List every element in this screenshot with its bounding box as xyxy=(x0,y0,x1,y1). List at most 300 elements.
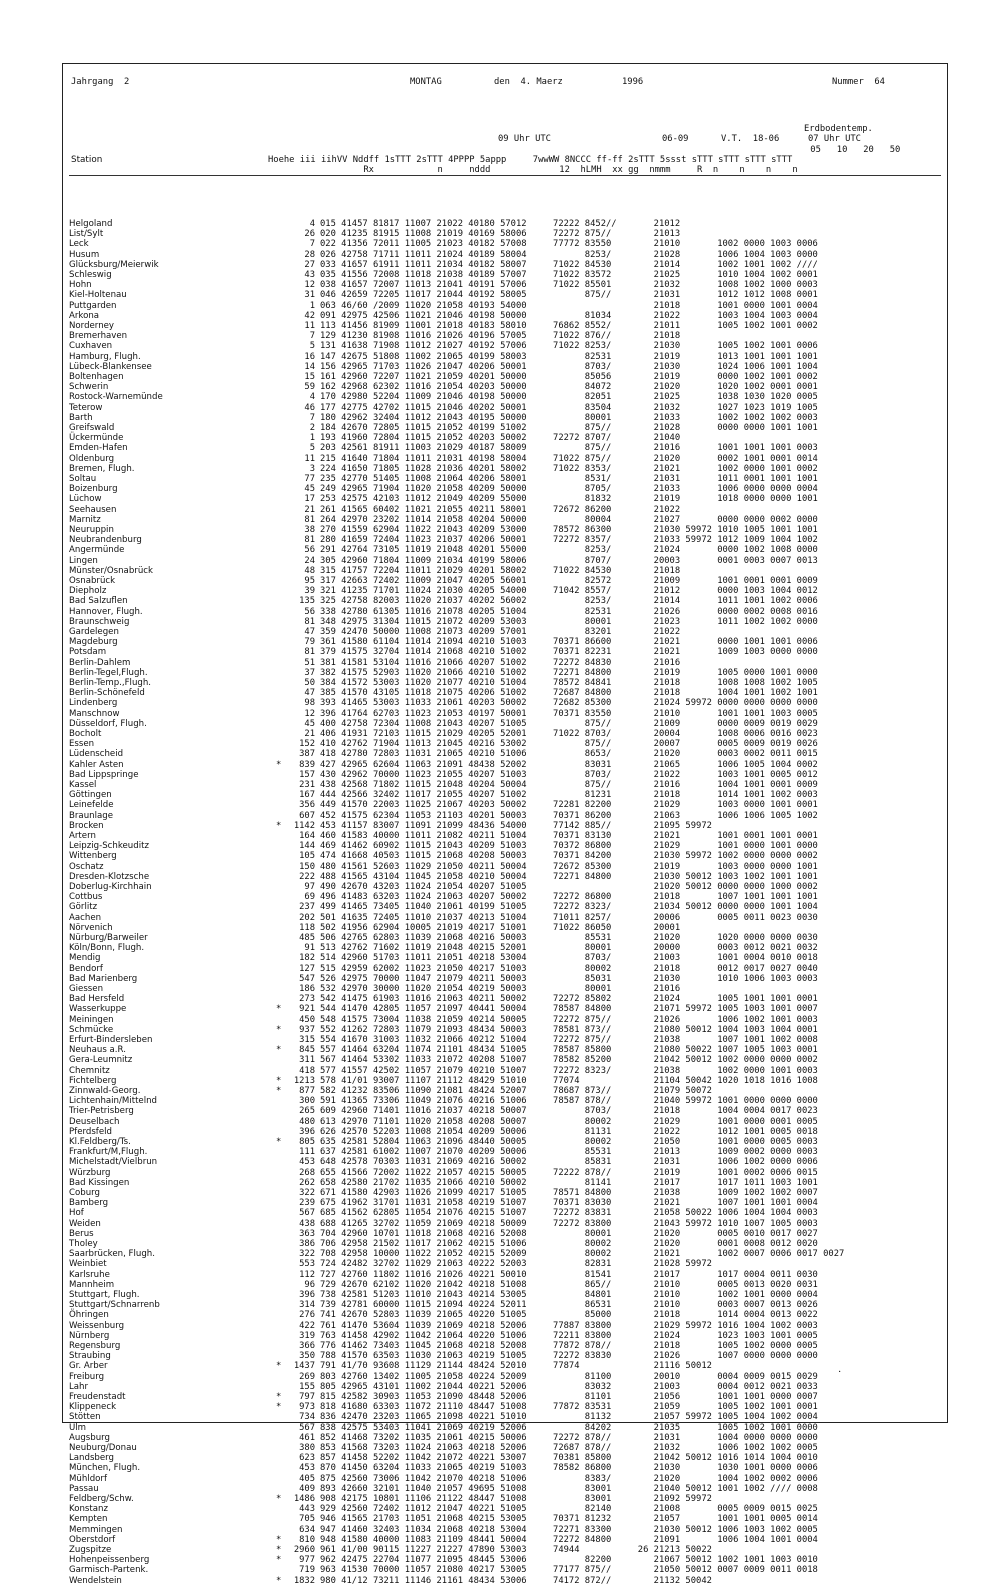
mountain-mark: * xyxy=(276,1075,282,1086)
station-row xyxy=(63,1341,949,1351)
station-row xyxy=(63,698,949,708)
station-row xyxy=(63,515,949,525)
station-name: Barth xyxy=(69,412,93,423)
station-row xyxy=(63,403,949,413)
station-name: Passau xyxy=(69,1483,99,1494)
mountain-mark: * xyxy=(276,1575,282,1586)
station-row xyxy=(63,1045,949,1055)
station-elevation: 567 xyxy=(299,1422,315,1433)
station-row xyxy=(63,1280,949,1290)
station-elevation: 50 xyxy=(304,678,315,688)
station-name: Gr. Arber xyxy=(69,1361,108,1372)
obs-time-07utc: 07 Uhr UTC xyxy=(808,134,861,144)
station-codes: 427 42965 62604 11063 21091 48438 52002 83031 21065 1006 1005 1004 0002 xyxy=(320,759,818,770)
station-codes: 162 42968 62302 11016 21054 40203 50000 84072 21020 1020 1002 0001 0001 xyxy=(320,382,818,393)
station-codes: 460 41583 40000 11011 21082 40211 51004 70371 83130 21021 1001 0001 1001 0001 xyxy=(320,831,818,841)
station-row xyxy=(63,1035,949,1045)
station-name: Hohenpeissenberg xyxy=(69,1555,150,1566)
station-codes: 980 41/12 73211 11146 21161 48434 53006 74172 872// 21132 50042 xyxy=(320,1575,712,1586)
station-elevation: 59 xyxy=(304,382,315,393)
station-codes: 033 41657 61911 11011 21034 40182 58007 71022 84530 21014 1002 1001 1002 //// xyxy=(320,259,818,270)
station-row xyxy=(63,433,949,443)
station-codes: 490 42670 43203 11024 21054 40207 51005 21020 50012 0000 0000 1000 0002 xyxy=(320,882,818,892)
station-codes: 791 41/70 93608 11129 21144 48424 52010 77874 21116 50012 xyxy=(320,1361,712,1372)
station-name: Norderney xyxy=(69,321,115,331)
station-elevation: 5 xyxy=(309,341,315,352)
station-name: Mannheim xyxy=(69,1279,115,1290)
station-name: Hannover, Flugh. xyxy=(69,606,143,617)
station-name: Bad Kissingen xyxy=(69,1177,130,1188)
station-name: List/Sylt xyxy=(69,229,104,240)
station-row xyxy=(63,392,949,402)
station-name: Angermünde xyxy=(69,545,125,556)
station-elevation: 81 xyxy=(304,535,315,546)
station-codes: 406 41931 72103 11015 21029 40205 52001 71022 8703/ 20004 1008 0006 0016 0023 xyxy=(320,729,818,739)
station-codes: 526 42975 70000 11047 21079 40211 50003 85031 21030 1010 1006 1003 0003 xyxy=(320,973,818,984)
station-name: Seehausen xyxy=(69,504,117,515)
station-elevation: 144 xyxy=(299,841,315,852)
station-name: Leipzig-Schkeuditz xyxy=(69,841,149,852)
station-name: Bamberg xyxy=(69,1198,109,1209)
station-name: Deuselbach xyxy=(69,1116,120,1127)
station-codes: 305 42960 71804 11009 21034 40199 58006 8707/ 20003 0001 0003 0007 0013 xyxy=(320,555,818,566)
station-name: Stuttgart, Flugh. xyxy=(69,1290,140,1300)
station-row xyxy=(63,872,949,882)
station-codes: 129 41230 81908 11016 21026 40196 57005 71022 876// 21018 xyxy=(320,331,681,342)
station-codes: 496 41483 63203 11024 21063 40207 50002 72272 86800 21018 1007 1001 1001 1001 xyxy=(320,892,818,903)
station-codes: 131 41638 71908 11012 21027 40192 57006 71022 8253/ 21030 1005 1002 1001 0006 xyxy=(320,341,818,352)
station-row xyxy=(63,1015,949,1025)
station-name: Kiel-Holtenau xyxy=(69,290,127,301)
station-name: Braunlage xyxy=(69,810,113,821)
station-elevation: 11 xyxy=(304,453,315,464)
station-name: Freiburg xyxy=(69,1371,105,1382)
station-name: Teterow xyxy=(69,402,103,413)
station-elevation: 47 xyxy=(304,688,315,699)
station-row xyxy=(63,637,949,647)
station-name: Ulm xyxy=(69,1422,87,1433)
station-elevation: 164 xyxy=(299,831,315,841)
station-row xyxy=(63,1004,949,1014)
station-row xyxy=(63,260,949,270)
station-codes: 249 42965 71904 11020 21058 40209 50000 8705/ 21033 1006 0000 0000 0004 xyxy=(320,484,818,495)
station-name: Berus xyxy=(69,1228,94,1239)
station-row xyxy=(63,1321,949,1331)
mountain-mark: * xyxy=(276,1137,282,1147)
station-name: Gera-Leumnitz xyxy=(69,1055,133,1066)
station-elevation: 356 xyxy=(299,800,315,811)
station-elevation: 15 xyxy=(304,372,315,382)
station-codes: 963 41530 70000 11057 21080 40217 53005 77177 875// 21050 50012 0007 0009 0011 0018 xyxy=(320,1565,818,1576)
station-row xyxy=(63,800,949,810)
station-elevation: 152 xyxy=(299,739,315,750)
station-codes: 637 42581 61002 11007 21070 40209 50006 85531 21013 1009 0002 0000 0003 xyxy=(320,1147,818,1158)
station-elevation: 845 xyxy=(299,1045,315,1056)
station-name: Augsburg xyxy=(69,1432,110,1443)
station-codes: 253 42575 42103 11012 21049 40209 55000 81832 21019 1018 0000 0000 1001 xyxy=(320,494,818,505)
station-row xyxy=(63,1382,949,1392)
station-codes: 215 41640 71804 11011 21031 40198 58004 71022 875// 21020 0002 1001 0001 0014 xyxy=(320,453,818,464)
station-row xyxy=(63,729,949,739)
station-codes: 113 41456 81909 11001 21018 40183 58010 76862 8552/ 21011 1005 1002 1001 0002 xyxy=(320,321,818,331)
obs-time-09utc: 09 Uhr UTC xyxy=(498,134,551,144)
station-codes: 091 42975 42506 11021 21046 40198 50000 81034 21022 1003 1004 1003 0004 xyxy=(320,310,818,321)
station-codes: 961 41/00 90115 11227 21227 47890 53003 74944 26 21213 50022 xyxy=(320,1545,712,1555)
station-name: Oldenburg xyxy=(69,453,115,464)
station-name: Diepholz xyxy=(69,586,107,597)
station-elevation: 438 xyxy=(299,1218,315,1229)
station-elevation: 4 xyxy=(309,392,315,403)
station-codes: 948 41580 40000 11083 21109 48441 50004 72272 84800 21091 1006 1004 1001 0004 xyxy=(320,1534,818,1545)
station-name: Düsseldorf, Flugh. xyxy=(69,718,147,729)
station-codes: 947 41460 32403 11034 21068 40218 53004 72271 83300 21030 50012 1006 1003 1002 0005 xyxy=(320,1524,818,1535)
station-codes: 046 42659 72205 11017 21044 40192 58005 875// 21031 1012 1012 1008 0001 xyxy=(320,290,818,301)
station-row xyxy=(63,1096,949,1106)
station-elevation: 56 xyxy=(304,545,315,556)
mountain-mark: * xyxy=(276,1555,282,1566)
station-elevation: 91 xyxy=(304,943,315,954)
station-name: Brocken xyxy=(69,820,104,831)
station-name: Michelstadt/Vielbrun xyxy=(69,1157,158,1168)
station-elevation: 182 xyxy=(299,953,315,964)
station-row xyxy=(63,953,949,963)
station-row xyxy=(63,545,949,555)
station-row xyxy=(63,1412,949,1422)
station-elevation: 42 xyxy=(304,310,315,321)
station-row xyxy=(63,821,949,831)
station-codes: 291 42764 73105 11019 21048 40201 55000 8253/ 21024 0000 1002 1008 0000 xyxy=(320,545,818,556)
station-name: Boltenhagen xyxy=(69,372,124,382)
station-name: Chemnitz xyxy=(69,1065,110,1076)
station-codes: 184 42670 72805 11015 21052 40199 51002 875// 21028 0000 0000 1001 1001 xyxy=(320,423,818,433)
station-codes: 554 41670 31003 11032 21066 40212 51004 72272 875// 21038 1007 1001 1002 0008 xyxy=(320,1035,818,1045)
station-row xyxy=(63,1219,949,1229)
station-elevation: 79 xyxy=(304,637,315,648)
station-elevation: 450 xyxy=(299,1014,315,1025)
station-elevation: 937 xyxy=(299,1024,315,1035)
station-name: Bremerhaven xyxy=(69,331,128,342)
station-codes: 557 41464 63204 11074 21101 48434 51005 78587 85800 21080 50022 1007 1005 1003 0001 xyxy=(320,1045,818,1056)
station-name: Artern xyxy=(69,831,96,841)
station-name: Wasserkuppe xyxy=(69,1004,127,1015)
station-row xyxy=(63,1025,949,1035)
station-row xyxy=(63,556,949,566)
station-row xyxy=(63,321,949,331)
station-row xyxy=(63,719,949,729)
station-elevation: 1437 xyxy=(293,1361,315,1372)
station-name: Tholey xyxy=(69,1239,98,1249)
station-name: Oschatz xyxy=(69,861,104,872)
station-row xyxy=(63,892,949,902)
station-name: Puttgarden xyxy=(69,300,117,311)
station-elevation: 1486 xyxy=(293,1494,315,1504)
station-codes: 203 42561 81911 11003 21029 40187 58009 875// 21016 1001 1001 1001 0003 xyxy=(320,443,818,454)
station-codes: 648 42578 70303 11031 21069 40216 50002 85831 21031 1006 1002 0000 0006 xyxy=(320,1157,818,1168)
code-column-subheaders: Rx n nddd 12 hLMH xx gg nmmm R n n n n xyxy=(268,165,798,175)
station-codes: 675 41962 31701 11031 21058 40219 51007 70371 83030 21021 1007 1001 1001 0004 xyxy=(320,1198,818,1209)
period-0609: 06-09 xyxy=(662,134,689,144)
station-elevation: 81 xyxy=(304,616,315,627)
station-elevation: 1832 xyxy=(293,1575,315,1586)
station-row xyxy=(63,352,949,362)
station-elevation: 150 xyxy=(299,861,315,872)
station-name: Zinnwald-Georg. xyxy=(69,1086,141,1096)
station-name: Bad Lippspringe xyxy=(69,769,139,780)
station-name: Bad Marienberg xyxy=(69,973,138,984)
station-codes: 738 42581 51203 11010 21043 40214 53005 84801 21010 1002 1001 0000 0004 xyxy=(320,1290,818,1300)
station-elevation: 45 xyxy=(304,484,315,495)
station-row xyxy=(63,1239,949,1249)
year-value: 1996 xyxy=(622,77,644,87)
station-codes: 688 41265 32702 11059 21069 40218 50009 72272 83800 21043 59972 1010 1007 1005 0003 xyxy=(320,1218,818,1229)
station-codes: 381 41581 53104 11016 21066 40207 51002 72272 84830 21016 xyxy=(320,657,681,668)
station-codes: 739 42781 60000 11015 21094 40224 52011 86531 21010 0003 0007 0013 0026 xyxy=(320,1300,818,1311)
station-codes: 655 41566 72002 11022 21057 40215 50005 72222 878// 21019 1001 0002 0006 0015 xyxy=(320,1167,818,1178)
station-codes: 015 41457 81817 11007 21022 40180 57012 72222 8452// 21012 xyxy=(320,219,681,229)
station-row xyxy=(63,1576,949,1586)
station-codes: 020 41235 81915 11008 21019 40169 58006 72272 875// 21013 xyxy=(320,229,681,240)
station-row xyxy=(63,882,949,892)
station-elevation: 877 xyxy=(299,1086,315,1096)
station-row xyxy=(63,1127,949,1137)
station-codes: 506 42765 62803 11039 21068 40216 50003 85531 21020 1020 0000 0000 0030 xyxy=(320,933,818,943)
station-name: Doberlug-Kirchhain xyxy=(69,882,152,892)
station-elevation: 485 xyxy=(299,933,315,943)
station-codes: 170 42980 52204 11009 21046 40198 50000 82051 21025 1038 1030 1020 0005 xyxy=(320,392,818,403)
station-codes: 469 41462 60902 11015 21043 40209 51003 70372 86800 21029 1001 0000 1001 0000 xyxy=(320,841,818,852)
station-row xyxy=(63,678,949,688)
header-divider xyxy=(69,175,941,176)
station-row xyxy=(63,1137,949,1147)
station-row xyxy=(63,290,949,300)
station-name: Aachen xyxy=(69,912,102,923)
station-elevation: 268 xyxy=(299,1167,315,1178)
station-row xyxy=(63,1402,949,1412)
station-name: Mühldorf xyxy=(69,1473,107,1484)
station-elevation: 31 xyxy=(304,290,315,301)
station-name: Würzburg xyxy=(69,1167,111,1178)
station-elevation: 237 xyxy=(299,902,315,913)
station-elevation: 38 xyxy=(304,525,315,535)
station-elevation: 839 xyxy=(299,759,315,770)
station-row xyxy=(63,372,949,382)
station-elevation: 39 xyxy=(304,586,315,597)
scan-speck: · xyxy=(838,1367,842,1378)
station-row xyxy=(63,1208,949,1218)
station-name: Rostock-Warnemünde xyxy=(69,392,163,403)
station-row xyxy=(63,301,949,311)
station-row xyxy=(63,596,949,606)
station-elevation: 48 xyxy=(304,565,315,576)
station-codes: 929 42560 72402 11012 21047 40221 51005 82140 21008 0005 0009 0015 0025 xyxy=(320,1504,818,1515)
station-name: Osnabrück xyxy=(69,576,116,586)
station-row xyxy=(63,239,949,249)
station-elevation: 1142 xyxy=(293,820,315,831)
mountain-mark: * xyxy=(276,1086,282,1096)
station-row xyxy=(63,913,949,923)
station-elevation: 273 xyxy=(299,994,315,1005)
station-name: Leinefelde xyxy=(69,800,114,811)
station-name: Neuburg/Donau xyxy=(69,1443,137,1453)
station-elevation: 977 xyxy=(299,1555,315,1566)
station-name: Lübeck-Blankensee xyxy=(69,361,152,372)
station-row xyxy=(63,811,949,821)
station-row xyxy=(63,362,949,372)
station-elevation: 95 xyxy=(304,576,315,586)
station-name: Meiningen xyxy=(69,1014,114,1025)
station-elevation: 461 xyxy=(299,1432,315,1443)
station-elevation: 380 xyxy=(299,1443,315,1453)
station-row xyxy=(63,943,949,953)
station-elevation: 734 xyxy=(299,1412,315,1423)
station-row xyxy=(63,1331,949,1341)
station-codes: 962 42475 22704 11077 21095 48445 53006 82200 21067 50012 1002 1001 1003 0010 xyxy=(320,1555,818,1566)
station-row xyxy=(63,607,949,617)
station-row xyxy=(63,280,949,290)
station-elevation: 921 xyxy=(299,1004,315,1015)
station-elevation: 387 xyxy=(299,749,315,760)
station-codes: 908 42175 10801 11106 21122 48447 51008 83001 21092 59972 xyxy=(320,1494,712,1504)
station-elevation: 186 xyxy=(299,984,315,994)
station-codes: 852 41468 73202 11035 21061 40215 50006 72272 878// 21031 1004 0000 0000 0000 xyxy=(320,1432,818,1443)
issue-number: Nummer 64 xyxy=(832,77,885,87)
station-elevation: 276 xyxy=(299,1310,315,1321)
station-codes: 578 41/01 93007 11107 21112 48429 51010 77074 21104 50042 1020 1018 1016 1008 xyxy=(320,1075,818,1086)
station-row xyxy=(63,1453,949,1463)
station-row xyxy=(63,739,949,749)
station-elevation: 719 xyxy=(299,1565,315,1576)
station-codes: 853 41568 73203 11024 21063 40218 52006 72687 878// 21032 1006 1002 1002 0005 xyxy=(320,1443,818,1453)
station-elevation: 315 xyxy=(299,1035,315,1045)
station-row xyxy=(63,1055,949,1065)
station-row xyxy=(63,647,949,657)
station-name: Bendorf xyxy=(69,963,103,974)
station-row xyxy=(63,1198,949,1208)
station-codes: 382 41575 52903 11020 21066 40210 51002 72271 84800 21019 1005 0000 1001 0000 xyxy=(320,667,818,678)
station-elevation: 43 xyxy=(304,270,315,280)
station-codes: 449 41570 22003 11025 21067 40203 50002 72281 82200 21029 1003 0000 1001 0001 xyxy=(320,800,818,811)
code-column-headers: Hoehe iii iihVV Nddff 1sTTT 2sTTT 4PPPP 5appp 7wwWW 8NCCC ff-ff 2sTTT 5ssst sTTT sTTT sTTT sTTT xyxy=(268,155,793,165)
station-codes: 270 41559 62904 11022 21043 40209 53000 78572 86300 21030 59972 1010 1005 1001 1001 xyxy=(320,525,818,535)
station-row xyxy=(63,1484,949,1494)
station-name: Bad Hersfeld xyxy=(69,994,125,1005)
station-codes: 515 42959 62002 11023 21050 40217 51003 80002 21018 0012 0017 0027 0040 xyxy=(320,963,818,974)
station-row xyxy=(63,1433,949,1443)
station-codes: 338 42780 61305 11016 21078 40205 51004 82531 21026 0000 0002 0008 0016 xyxy=(320,606,818,617)
station-row xyxy=(63,974,949,984)
station-row xyxy=(63,964,949,974)
station-codes: 582 41232 83506 11090 21081 48424 52007 78687 873// 21079 50072 xyxy=(320,1086,712,1096)
station-elevation: 97 xyxy=(304,882,315,892)
station-codes: 235 42770 51405 11008 21064 40206 58001 8531/ 21031 1011 0001 1001 1001 xyxy=(320,474,818,484)
station-name: Kl.Feldberg/Ts. xyxy=(69,1137,131,1147)
station-name: Manschnow xyxy=(69,708,120,719)
station-codes: 542 41475 61903 11016 21063 40211 50002 72272 85802 21024 1005 1001 1001 0001 xyxy=(320,994,818,1005)
station-codes: 359 42470 50000 11008 21073 40209 57001 83201 21022 xyxy=(320,627,681,637)
station-codes: 035 41556 72008 11018 21038 40189 57007 71022 83572 21025 1010 1004 1002 0001 xyxy=(320,270,818,280)
station-elevation: 797 xyxy=(299,1392,315,1402)
station-row xyxy=(63,535,949,545)
station-elevation: 262 xyxy=(299,1177,315,1188)
station-row xyxy=(63,1157,949,1167)
day-label: MONTAG xyxy=(410,77,442,87)
mountain-mark: * xyxy=(276,1494,282,1504)
soil-depths: 05 10 20 50 xyxy=(805,145,901,155)
station-name: Braunschweig xyxy=(69,616,130,627)
station-elevation: 98 xyxy=(304,698,315,709)
station-elevation: 157 xyxy=(299,769,315,780)
station-codes: 658 42580 21702 11035 21066 40210 50002 81141 21017 1017 1011 1003 1001 xyxy=(320,1177,818,1188)
station-row xyxy=(63,902,949,912)
station-row xyxy=(63,1178,949,1188)
station-row xyxy=(63,933,949,943)
station-codes: 384 41572 53003 11020 21077 40210 51004 78572 84841 21018 1008 1008 1002 1005 xyxy=(320,678,818,688)
station-row xyxy=(63,331,949,341)
station-name: Lüchow xyxy=(69,494,102,505)
station-codes: 591 41365 73306 11049 21076 40216 51006 78587 878// 21040 59972 1001 0000 0000 0000 xyxy=(320,1096,818,1107)
station-name: Neuruppin xyxy=(69,525,114,535)
station-row xyxy=(63,341,949,351)
station-row xyxy=(63,658,949,668)
station-elevation: 973 xyxy=(299,1402,315,1413)
station-row xyxy=(63,749,949,759)
station-codes: 438 42568 71802 11015 21048 40204 50004 875// 21016 1004 1001 0001 0009 xyxy=(320,780,818,790)
station-row xyxy=(63,464,949,474)
station-elevation: 405 xyxy=(299,1473,315,1484)
station-row xyxy=(63,1188,949,1198)
station-elevation: 350 xyxy=(299,1351,315,1362)
station-elevation: 12 xyxy=(304,708,315,719)
station-name: Schleswig xyxy=(69,270,112,280)
station-codes: 514 42960 51703 11011 21051 40218 53004 8703/ 21003 1001 0004 0010 0018 xyxy=(320,953,818,964)
station-elevation: 314 xyxy=(299,1300,315,1311)
station-name: Stuttgart/Schnarrenb xyxy=(69,1300,160,1311)
station-name: Potsdam xyxy=(69,647,107,658)
station-name: Trier-Petrisberg xyxy=(69,1106,134,1117)
station-elevation: 56 xyxy=(304,606,315,617)
station-elevation: 27 xyxy=(304,259,315,270)
station-elevation: 7 xyxy=(309,239,315,250)
station-elevation: 47 xyxy=(304,627,315,637)
station-elevation: 810 xyxy=(299,1534,315,1545)
station-codes: 741 42670 52803 11039 21065 40220 51005 85000 21018 1014 0004 0013 0022 xyxy=(320,1310,818,1321)
station-codes: 379 41575 32704 11014 21068 40210 51002 70371 82231 21021 1009 1003 0000 0000 xyxy=(320,647,818,658)
station-row xyxy=(63,760,949,770)
station-row xyxy=(63,862,949,872)
station-elevation: 81 xyxy=(304,514,315,525)
soil-temp-heading: Erdbodentemp. xyxy=(804,124,873,134)
station-elevation: 1213 xyxy=(293,1075,315,1086)
station-elevation: 422 xyxy=(299,1320,315,1331)
station-elevation: 623 xyxy=(299,1453,315,1464)
station-codes: 708 42958 10000 11022 21052 40215 52009 80002 21021 1002 0007 0006 0017 0027 xyxy=(320,1249,845,1260)
mountain-mark: * xyxy=(276,1361,282,1372)
station-name: Husum xyxy=(69,249,100,260)
station-row xyxy=(63,1443,949,1453)
station-codes: 480 41561 52603 11029 21050 40211 50004 72672 85300 21019 1003 0000 0000 1001 xyxy=(320,861,818,872)
station-codes: 474 41668 40503 11015 21068 40208 50003 70371 84200 21030 59972 1002 0000 0000 0002 xyxy=(320,851,818,862)
station-name: Lahr xyxy=(69,1381,89,1392)
station-elevation: 553 xyxy=(299,1259,315,1270)
station-row xyxy=(63,1555,949,1565)
station-name: Kahler Asten xyxy=(69,759,124,770)
station-name: Nürnberg xyxy=(69,1330,110,1341)
mountain-mark: * xyxy=(276,1534,282,1545)
station-codes: 156 42965 71703 11026 21047 40206 50001 8703/ 21030 1024 1006 1001 1004 xyxy=(320,361,818,372)
station-elevation: 21 xyxy=(304,504,315,515)
station-name: Schwerin xyxy=(69,382,109,393)
station-elevation: 2960 xyxy=(293,1545,315,1555)
